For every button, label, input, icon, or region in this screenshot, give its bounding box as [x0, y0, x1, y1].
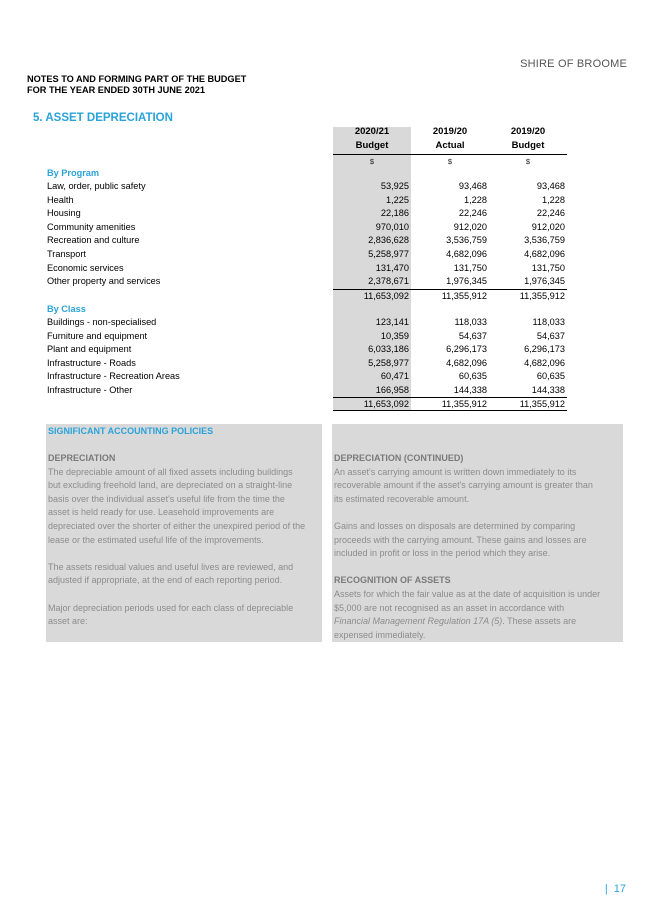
column-unit: $ — [447, 157, 453, 166]
column-year: 2019/20 — [510, 126, 546, 137]
table-row — [47, 357, 567, 371]
recognition-last-line: expensed immediately. — [334, 629, 426, 640]
row-label: Furniture and equipment — [47, 330, 148, 341]
row-label: Buildings - non-specialised — [47, 317, 157, 327]
row-value: 5,258,977 — [368, 357, 409, 368]
row-value: 1,228 — [542, 194, 565, 205]
policies-title: SIGNIFICANT ACCOUNTING POLICIES — [48, 426, 214, 436]
row-label: Health — [47, 194, 74, 205]
table-row — [47, 275, 567, 289]
row-value: 131,470 — [375, 262, 409, 273]
row-value: 6,296,173 — [524, 344, 565, 355]
group-heading-by-program: By Program — [47, 168, 100, 178]
row-value: 970,010 — [375, 221, 409, 232]
row-value: 53,925 — [380, 181, 409, 191]
text-line: adjusted if appropriate, at the end of each reporting period. — [48, 575, 283, 586]
column-year: 2019/20 — [432, 126, 468, 137]
row-value: 1,228 — [464, 194, 487, 205]
table-row — [47, 207, 567, 221]
table-row — [47, 330, 567, 344]
column-header-budget-2020-21 — [333, 125, 411, 153]
depreciation-text — [48, 452, 324, 629]
column-header-actual-2019-20 — [411, 125, 489, 153]
carrying-amount-paragraph — [334, 466, 624, 507]
row-value: 5,258,977 — [368, 249, 409, 259]
row-value: 93,468 — [536, 181, 565, 191]
accounting-policies-box — [46, 424, 623, 642]
text-line: depreciated over the shorter of either the unexpired period of the — [48, 520, 306, 531]
gains-losses-paragraph — [334, 520, 624, 561]
section-title: 5. ASSET DEPRECIATION — [33, 112, 173, 124]
row-label: Economic services — [47, 262, 124, 273]
text-line: included in profit or loss in the period which they arise. — [334, 548, 551, 559]
row-value: 10,359 — [380, 330, 409, 341]
total-value: 11,355,912 — [519, 291, 565, 301]
row-label: Infrastructure - Recreation Areas — [47, 371, 180, 382]
page-number: | 17 — [604, 883, 626, 895]
column-header-budget-2019-20 — [489, 125, 567, 153]
text-line: asset is held ready for use. Leasehold improvements are — [48, 507, 275, 518]
table-row — [47, 262, 567, 276]
total-value: 11,355,912 — [441, 399, 487, 409]
table-row — [47, 343, 567, 357]
row-label: Other property and services — [47, 276, 161, 287]
text-line: The depreciable amount of all fixed assets including buildings — [48, 466, 293, 477]
row-value: 912,020 — [531, 221, 565, 232]
depreciation-paragraph-1 — [48, 466, 324, 548]
regulation-tail: . These assets are — [502, 616, 577, 627]
text-line: $5,000 are not recognised as an asset in accordance with — [334, 602, 565, 613]
row-value: 6,296,173 — [446, 344, 487, 355]
notes-line-1: NOTES TO AND FORMING PART OF THE BUDGET — [27, 74, 247, 84]
text-line: lease or the estimated useful life of the improvements. — [48, 534, 264, 545]
page-number-value: 17 — [613, 883, 626, 895]
total-value: 11,355,912 — [441, 291, 487, 301]
row-value: 4,682,096 — [524, 357, 565, 368]
group-heading-by-class: By Class — [47, 304, 86, 314]
text-line: proceeds with the carrying amount. These gains and losses are — [334, 534, 587, 545]
row-value: 22,186 — [380, 208, 409, 219]
recognition-paragraph — [334, 588, 624, 615]
table-row — [47, 370, 567, 384]
row-value: 4,682,096 — [524, 249, 565, 259]
recognition-heading: RECOGNITION OF ASSETS — [334, 575, 451, 586]
notes-line-2: FOR THE YEAR ENDED 30TH JUNE 2021 — [27, 85, 206, 95]
row-label: Recreation and culture — [47, 235, 140, 246]
text-line: basis over the individual asset's useful life from the time the — [48, 493, 285, 504]
text-line: Assets for which the fair value as at the date of acquisition is under — [334, 588, 601, 599]
row-value: 22,246 — [458, 208, 487, 219]
table-row — [47, 180, 567, 194]
depreciation-continued-text — [334, 452, 624, 642]
row-value: 144,338 — [453, 385, 487, 395]
row-value: 144,338 — [531, 385, 565, 395]
text-line: asset are: — [48, 616, 88, 627]
row-value: 3,536,759 — [524, 235, 565, 246]
table-row — [47, 194, 567, 208]
row-value: 22,246 — [536, 208, 565, 219]
row-value: 912,020 — [453, 221, 487, 232]
row-value: 123,141 — [375, 317, 409, 327]
column-type: Budget — [355, 140, 389, 151]
table-row — [47, 234, 567, 248]
total-value: 11,355,912 — [519, 399, 565, 409]
header-rule — [333, 154, 567, 155]
text-line: its estimated recoverable amount. — [334, 493, 470, 504]
total-value: 11,653,092 — [363, 399, 409, 409]
column-type: Budget — [511, 140, 545, 151]
row-label: Law, order, public safety — [47, 181, 146, 191]
row-value: 60,471 — [380, 371, 409, 382]
program-total-row — [47, 290, 567, 303]
text-line: Major depreciation periods used for each class of depreciable — [48, 602, 294, 613]
column-unit: $ — [369, 157, 375, 166]
table-row — [47, 248, 567, 262]
table-row — [47, 221, 567, 235]
row-label: Plant and equipment — [47, 344, 132, 355]
row-label: Housing — [47, 208, 81, 219]
text-line: recoverable amount if the asset's carrying amount is greater than — [334, 480, 593, 491]
table-row — [47, 316, 567, 330]
organisation-name: SHIRE OF BROOME — [520, 58, 627, 70]
row-value: 93,468 — [458, 181, 487, 191]
row-value: 118,033 — [532, 317, 565, 327]
row-value: 1,976,345 — [524, 276, 565, 287]
row-value: 166,958 — [375, 385, 409, 395]
text-line: The assets residual values and useful lives are reviewed, and — [48, 561, 294, 572]
total-underline — [333, 410, 567, 411]
text-line: An asset's carrying amount is written down immediately to its — [334, 466, 577, 477]
depreciation-paragraph-2 — [48, 561, 324, 588]
regulation-reference: Financial Management Regulation 17A (5) — [334, 616, 503, 627]
text-line: Gains and losses on disposals are determined by comparing — [334, 520, 576, 531]
row-value: 131,750 — [453, 262, 487, 273]
row-value: 1,225 — [386, 194, 409, 205]
notes-heading — [27, 74, 246, 96]
table-row — [47, 384, 567, 398]
column-year: 2020/21 — [354, 126, 390, 137]
row-value: 2,836,628 — [368, 235, 409, 246]
column-unit: $ — [525, 157, 531, 166]
row-value: 118,033 — [454, 317, 487, 327]
row-value: 60,635 — [536, 371, 565, 382]
row-value: 2,378,671 — [368, 276, 409, 287]
row-label: Infrastructure - Roads — [47, 357, 136, 368]
depreciation-heading: DEPRECIATION — [48, 453, 116, 463]
row-value: 3,536,759 — [446, 235, 487, 246]
row-value: 54,637 — [536, 330, 565, 341]
text-line: but excluding freehold land, are depreciated on a straight-line — [48, 480, 293, 491]
row-value: 1,976,345 — [446, 276, 487, 287]
row-value: 60,635 — [458, 371, 487, 382]
column-type: Actual — [435, 140, 465, 151]
row-label: Transport — [47, 249, 86, 259]
row-value: 4,682,096 — [446, 357, 487, 368]
total-value: 11,653,092 — [363, 291, 409, 301]
depreciation-continued-heading: DEPRECIATION (CONTINUED) — [334, 453, 464, 463]
row-value: 54,637 — [458, 330, 487, 341]
row-label: Infrastructure - Other — [47, 385, 133, 395]
row-value: 131,750 — [531, 262, 565, 273]
row-label: Community amenities — [47, 221, 136, 232]
row-value: 4,682,096 — [446, 249, 487, 259]
row-value: 6,033,186 — [368, 344, 409, 355]
regulation-line — [334, 615, 624, 629]
depreciation-paragraph-3 — [48, 602, 324, 629]
